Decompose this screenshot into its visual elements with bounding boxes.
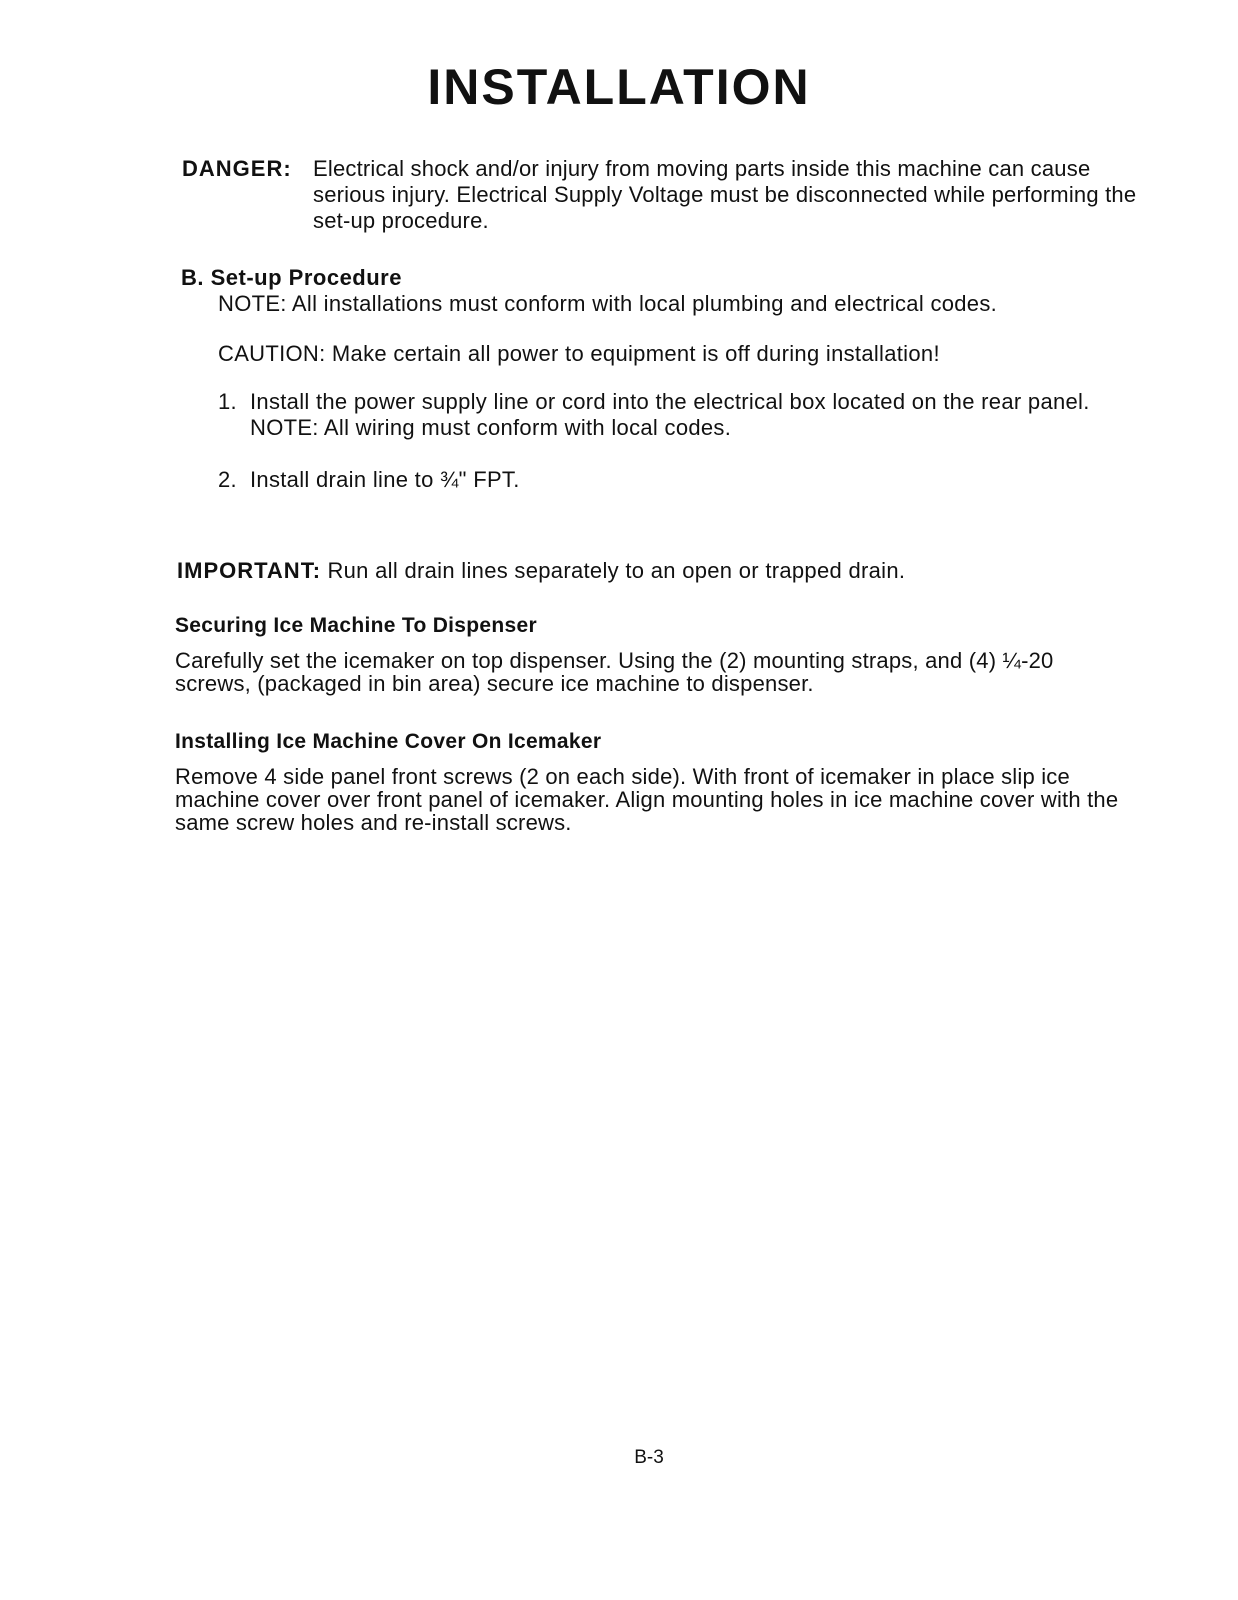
step-number: 1.: [218, 389, 237, 414]
step-text: Install the power supply line or cord into the electrical box located on the rear panel. NOTE: All wiring must conform with local codes.: [250, 389, 1090, 440]
setup-step: [218, 467, 1141, 493]
important-text: Run all drain lines separately to an open or trapped drain.: [327, 558, 906, 583]
setup-step: [218, 389, 1141, 441]
important-notice: [177, 558, 1137, 584]
setup-steps-list: [218, 389, 1141, 493]
cover-body: Remove 4 side panel front screws (2 on each side). With front of icemaker in place slip ice machine cover over front panel of icemaker. Align mounting holes in ice machine cover with the same screw holes and re-install screws.: [175, 764, 1119, 835]
cover-heading: Installing Ice Machine Cover On Icemaker: [175, 730, 602, 753]
setup-procedure-body: [218, 291, 1141, 493]
page-title: INSTALLATION: [427, 59, 811, 115]
page-number: B-3: [634, 1447, 664, 1468]
securing-section: [175, 614, 1135, 695]
setup-procedure-section: [181, 265, 1141, 519]
danger-text: Electrical shock and/or injury from moving parts inside this machine can cause serious injury. Electrical Supply Voltage must be disconnected while performing the set-up procedure.: [313, 156, 1137, 233]
setup-note: NOTE: All installations must conform with local plumbing and electrical codes.: [218, 291, 998, 316]
cover-section: [175, 730, 1135, 834]
setup-caution: CAUTION: Make certain all power to equipment is off during installation!: [218, 341, 940, 366]
securing-heading: Securing Ice Machine To Dispenser: [175, 614, 537, 637]
danger-label: DANGER:: [182, 156, 292, 181]
step-number: 2.: [218, 467, 237, 492]
important-label: IMPORTANT:: [177, 558, 322, 583]
setup-procedure-heading: B. Set-up Procedure: [181, 265, 402, 290]
securing-body: Carefully set the icemaker on top dispenser. Using the (2) mounting straps, and (4) ¼-20 screws, (packaged in bin area) secure ice machine to dispenser.: [175, 648, 1054, 696]
danger-notice: [182, 156, 1142, 234]
step-text: Install drain line to ¾" FPT.: [250, 467, 520, 492]
